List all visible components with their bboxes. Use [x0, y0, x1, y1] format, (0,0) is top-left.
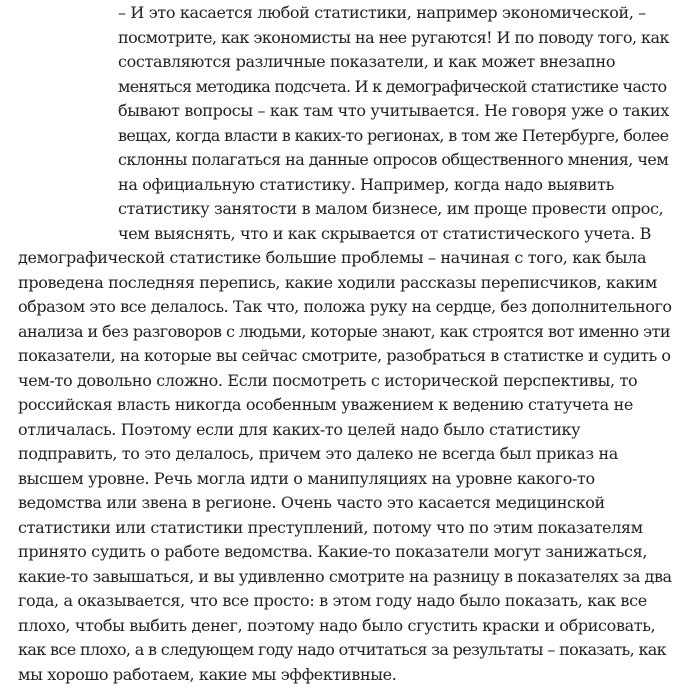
text-line: составляются различные показатели, и как может внезапно	[118, 52, 616, 71]
text-line: ведомства или звена в регионе. Очень часто это касается медицинской	[18, 493, 605, 512]
text-line: подправить, то это делалось, причем это далеко не всегда был приказ на	[18, 444, 618, 463]
text-line: чем выяснять, что и как скрывается от статистического учета. В	[118, 224, 652, 243]
text-line: плохо, чтобы выбить денег, поэтому надо было сгустить краски и обрисовать,	[18, 616, 656, 635]
text-line: проведена последняя перепись, какие ходили рассказы переписчиков, каким	[18, 273, 657, 292]
text-line: отличалась. Поэтому если для каких-то целей надо было статистику	[18, 420, 581, 439]
text-line: бывают вопросы – как там что учитывается. Не говоря уже о таких	[118, 101, 669, 120]
text-line: российская власть никогда особенным уважением к ведению статучета не	[18, 395, 634, 414]
text-line: какие-то завышаться, и вы удивленно смотрите на разницу в показателях за два	[18, 567, 672, 586]
text-line: как все плохо, а в следующем году надо отчитаться за результаты – показать, как	[18, 640, 667, 659]
text-line: склонны полагаться на данные опросов общественного мнения, чем	[118, 150, 669, 169]
text-line: демографической статистике большие проблемы – начиная с того, как была	[18, 248, 647, 267]
text-line: мы хорошо работаем, какие мы эффективные.	[18, 665, 397, 684]
text-line: принято судить о работе ведомства. Какие-то показатели могут занижаться,	[18, 542, 648, 561]
text-line: посмотрите, как экономисты на нее ругаются! И по поводу того, как	[118, 28, 669, 47]
text-line: года, а оказывается, что все просто: в этом году надо было показать, как все	[18, 591, 647, 610]
text-line: на официальную статистику. Например, когда надо выявить	[118, 175, 614, 194]
text-line: статистики или статистики преступлений, потому что по этим показателям	[18, 518, 643, 537]
text-line: меняться методика подсчета. И к демографической статистике часто	[118, 77, 667, 96]
text-line: анализа и без разговоров с людьми, которые знают, как строятся вот именно эти	[18, 322, 670, 341]
text-line: – И это касается любой статистики, например экономической, –	[118, 3, 646, 22]
text-line: вещах, когда власти в каких-то регионах, в том же Петербурге, более	[118, 126, 669, 145]
text-line: статистику занятости в малом бизнесе, им проще провести опрос,	[118, 199, 664, 218]
text-line: образом это все делалось. Так что, положа руку на сердце, без дополнительного	[18, 297, 672, 316]
text-line: показатели, на которые вы сейчас смотрите, разобраться в статистке и судить о	[18, 346, 671, 365]
text-line: высшем уровне. Речь могла идти о манипуляциях на уровне какого-то	[18, 469, 595, 488]
text-line: чем-то довольно сложно. Если посмотреть с исторической перспективы, то	[18, 371, 638, 390]
